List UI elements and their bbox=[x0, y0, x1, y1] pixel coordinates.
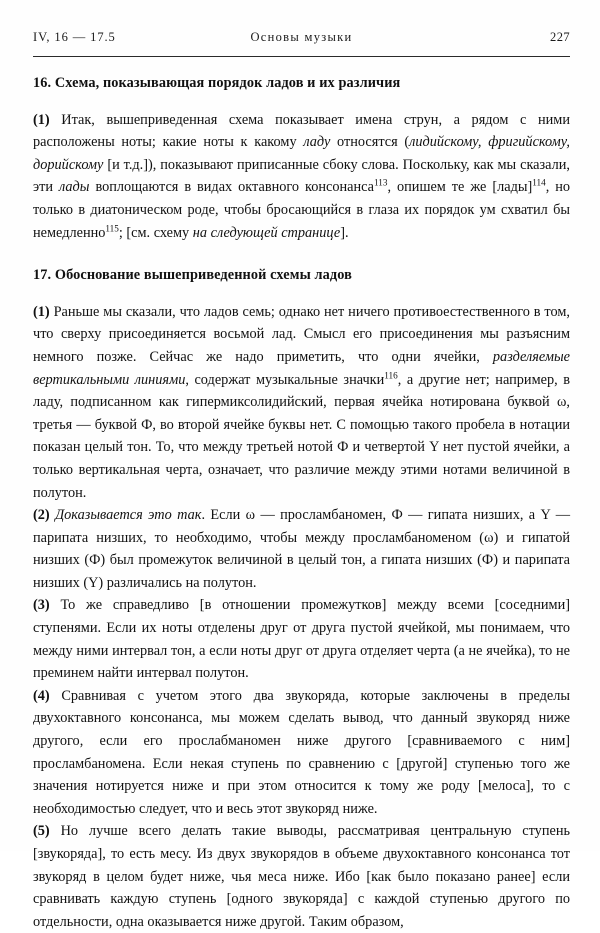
page-number: 227 bbox=[550, 30, 570, 44]
body-text: , но только в диатоническом роде, чтобы бросающийся в глаза их порядок ум схватил бы немедленно bbox=[33, 179, 571, 241]
section-heading: 16. Схема, показывающая порядок ладов и их различия bbox=[33, 75, 401, 91]
body-text: ; [см. схему bbox=[118, 224, 193, 241]
body-text: , опишем те же [лады] bbox=[387, 179, 533, 196]
section-gap bbox=[33, 244, 570, 264]
paragraph bbox=[33, 594, 570, 684]
paragraph-number: (1) bbox=[33, 303, 50, 320]
heading-gap bbox=[33, 287, 570, 301]
emphasis-text: лидийскому, фригийскому, дорийскому bbox=[33, 134, 570, 173]
footnote-marker: 114 bbox=[532, 177, 546, 188]
emphasis-text: на следующей странице bbox=[192, 224, 341, 241]
paragraph bbox=[33, 685, 570, 821]
body-text: ]. bbox=[340, 224, 349, 241]
running-head-title: Основы музыки bbox=[250, 30, 353, 44]
paragraph bbox=[33, 109, 570, 245]
footnote-marker: 116 bbox=[384, 369, 398, 380]
emphasis-text: лады bbox=[59, 179, 90, 196]
body-text: относятся ( bbox=[330, 134, 410, 151]
emphasis-text: Доказывается это так bbox=[55, 507, 202, 524]
footnote-marker: 115 bbox=[105, 222, 119, 233]
emphasis-text: ладу bbox=[303, 134, 331, 151]
section-heading: 17. Обоснование вышеприведенной схемы ладов bbox=[33, 267, 352, 284]
body-text: [и т.д.]), показывают приписанные сбоку слова. Поскольку, как мы сказали, эти bbox=[33, 156, 570, 196]
paragraph-number: (5) bbox=[33, 823, 50, 840]
paragraph bbox=[33, 504, 570, 594]
body-text: То же справедливо [в отношении промежутков] между всеми [соседними] ступенями. Если их ноты отделены друг от друга пустой ячейкой, мы понимаем, что между ними интервал тон, а если ноты друг от друга отделяет черта (а не ячейка), то не преминем найти интервал полутон. bbox=[33, 597, 570, 682]
body-text: воплощаются в видах октавного консонанса bbox=[89, 179, 375, 196]
running-head bbox=[33, 30, 570, 45]
paragraph-number: (2) bbox=[33, 507, 50, 524]
body-text: , содержат музыкальные значки bbox=[185, 371, 385, 388]
paragraph-number: (3) bbox=[33, 597, 50, 614]
emphasis-text: разделяемые вертикальными линиями bbox=[33, 348, 570, 388]
body-text: Сравнивая с учетом этого два звукоряда, которые заключены в пределы двухоктавного консонанса, мы можем сделать вывод, что данный звукоряд ниже другого, если его прослабманомен ниже другого [сравниваемого с ним] просламбаномена. Если некая ступень по сравнению с [другой] ступенью того же значения нотируется ниже и при этом относится к тому же роду [мелоса], то с необходимостью следует, что и весь этот звукоряд ниже. bbox=[33, 687, 570, 817]
paragraph-number: (1) bbox=[33, 111, 50, 128]
body-text: Раньше мы сказали, что ладов семь; однако нет ничего противоестественного в том, что сверху присоединяется восьмой лад. Смысл его присоединения мы разъясним немного позже. Сейчас же надо приметить, что одни ячейки, bbox=[33, 303, 570, 365]
heading-gap bbox=[33, 95, 570, 109]
body-text: Итак, вышеприведенная схема показывает имена струн, а рядом с ними расположены ноты; какие ноты к какому bbox=[33, 111, 570, 151]
header-divider-rule bbox=[33, 56, 570, 57]
body-text: . Если ω — просламбаномен, Ф — гипата низших, а Υ — парипата низших, то необходимо, чтобы между просламбаноменом (ω) и гипатой низших (Ф) был промежуток величиной в целый тон, а гипата низших (Ф) и парипата низших (Υ) различались на полутон. bbox=[33, 507, 570, 591]
body-text: , а другие нет; например, в ладу, подписанном как гипермиксолидийский, первая ячейка нотирована буквой ω, третья — буквой Ф, во второй ячейке буквы нет. С помощью такого пробела в нотации показан целый тон. То, что между третьей нотой Ф и четвертой Υ нет пустой ячейки, а только вертикальная черта, означает, что различие между этими нотами величиной в полутон. bbox=[33, 371, 570, 501]
footnote-marker: 113 bbox=[374, 177, 388, 188]
paragraph bbox=[33, 301, 570, 504]
paragraph-number: (4) bbox=[33, 687, 50, 704]
running-head-left: IV, 16 — 17.5 bbox=[33, 30, 116, 44]
text-column bbox=[33, 72, 570, 933]
body-text: Но лучше всего делать такие выводы, рассматривая центральную ступень [звукоряда], то есть месу. Из двух звукорядов в объеме двухоктавного консонанса тот звукоряд в целом будет ниже, чья меса ниже. Ибо [как было показано ранее] если сравнивать каждую ступень [одного звукоряда] с каждой ступенью другого по отдельности, одна оказывается ниже другой. Таким образом, bbox=[33, 823, 570, 930]
paragraph bbox=[33, 820, 570, 933]
